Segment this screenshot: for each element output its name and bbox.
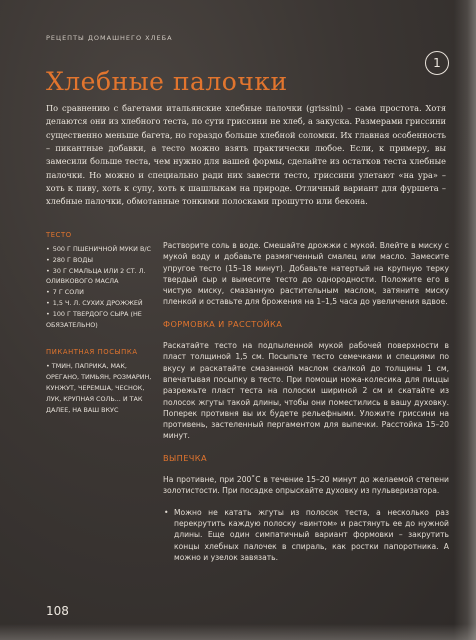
shaping-heading: ФОРМОВКА И РАССТОЙКА xyxy=(163,318,283,329)
spice-topping-text: • ТМИН, ПАПРИКА, МАК, ОРЕГАНО, ТИМЬЯН, РОЗМАРИН, КУНЖУТ, ЧЕРЕМША, ЧЕСНОК, ЛУК, КРУПНАЯ СОЛЬ... И ТАК ДАЛЕЕ, НА ВАШ ВКУС xyxy=(46,362,152,414)
step-number-badge: 1 xyxy=(425,51,449,75)
spice-topping-heading: ПИКАНТНАЯ ПОСЫПКА xyxy=(46,348,138,357)
step-dough-text: Растворите соль в воде. Смешайте дрожжи с мукой. Влейте в миску с мукой воду и добавьте размягченный смалец или масло. Замесите упругое тесто (15–18 минут). Добавьте натертый на крупную терку твердый сыр и вымесите тесто до однородности. Положите его в чистую миску, смазанную растительным маслом, затяните миску пленкой и оставьте для брожения на 1–1,5 часа до увеличения вдвое. xyxy=(163,241,449,307)
ingredient-item: • 500 Г ПШЕНИЧНОЙ МУКИ В/С xyxy=(46,245,151,253)
ingredients-list xyxy=(46,244,156,330)
page-edge-shadow xyxy=(454,0,476,640)
recipe-title: Хлебные палочки xyxy=(46,66,288,96)
page-bottom-edge xyxy=(0,624,476,640)
ingredient-item: • 1,5 Ч. Л. СУХИХ ДРОЖЖЕЙ xyxy=(46,298,143,307)
ingredient-item: • 280 Г ВОДЫ xyxy=(46,255,93,264)
instructions-column xyxy=(163,240,449,563)
step-shaping-text: Раскатайте тесто на подпыленной мукой рабочей поверхности в пласт толщиной 1,5 см. Посыпьте тесто семечками и специями по вкусу и раскатайте смазанной маслом скалкой до толщины 1 см, впечатывая посыпку в тесто. При помощи ножа-колесика для пиццы разрежьте пласт теста на полоски шириной 2 см и скатайте из полосок жгуты такой длины, чтобы они поместились в вашу духовку. Поперек противня вы их будете рельефными. Уложите гриссини на противень, застеленный пергаментом для выпечки. Расстойка 15–20 минут. xyxy=(163,341,449,441)
tip-bullet: • xyxy=(164,507,169,517)
baking-heading: ВЫПЕЧКА xyxy=(163,452,207,463)
step-baking-text: На противне, при 200˚C в течение 15–20 минут до желаемой степени золотистости. При посадке опрыскайте духовку из пульверизатора. xyxy=(163,475,449,496)
page-number: 108 xyxy=(46,604,69,618)
series-header: РЕЦЕПТЫ ДОМАШНЕГО ХЛЕБА xyxy=(46,34,173,42)
ingredient-item: • 7 Г СОЛИ xyxy=(46,288,84,297)
shaping-tip xyxy=(163,507,449,563)
ingredients-sidebar xyxy=(46,231,156,415)
ingredients-heading: ТЕСТО xyxy=(46,231,72,239)
tip-text: Можно не катать жгуты из полосок теста, а несколько раз перекрутить каждую полоску «винтом» и растянуть ее до нужной длины. Еще один симпатичный вариант формовки – закрутить концы хлебных палочек в спираль, как ростки папоротника. А можно и узелок завязать. xyxy=(174,507,449,562)
ingredient-item: • 30 Г СМАЛЬЦА ИЛИ 2 СТ. Л. ОЛИВКОВОГО МАСЛА xyxy=(46,266,146,286)
ingredient-item: • 100 Г ТВЕРДОГО СЫРА (НЕ ОБЯЗАТЕЛЬНО) xyxy=(46,309,142,329)
intro-paragraph: По сравнению с багетами итальянские хлебные палочки (grissini) – сама простота. Хотя делаются они из хлебного теста, по сути гриссини не хлеб, а закуска. Размерами гриссини существенно меньше багета, но гораздо больше хлебной соломки. Их главная особенность – пикантные добавки, а тесто можно взять практически любое. Если, к примеру, вы замесили больше теста, чем нужно для вашей формы, сделайте из остатков теста хлебные палочки. Но можно и специально ради них завести тесто, гриссини улетают «на ура» – хоть к пиву, хоть к супу, хоть к шашлыкам на природе. Отличный вариант для фуршета – хлебные палочки, обмотанные тонкими полосками прошутто или бекона. xyxy=(46,103,446,207)
